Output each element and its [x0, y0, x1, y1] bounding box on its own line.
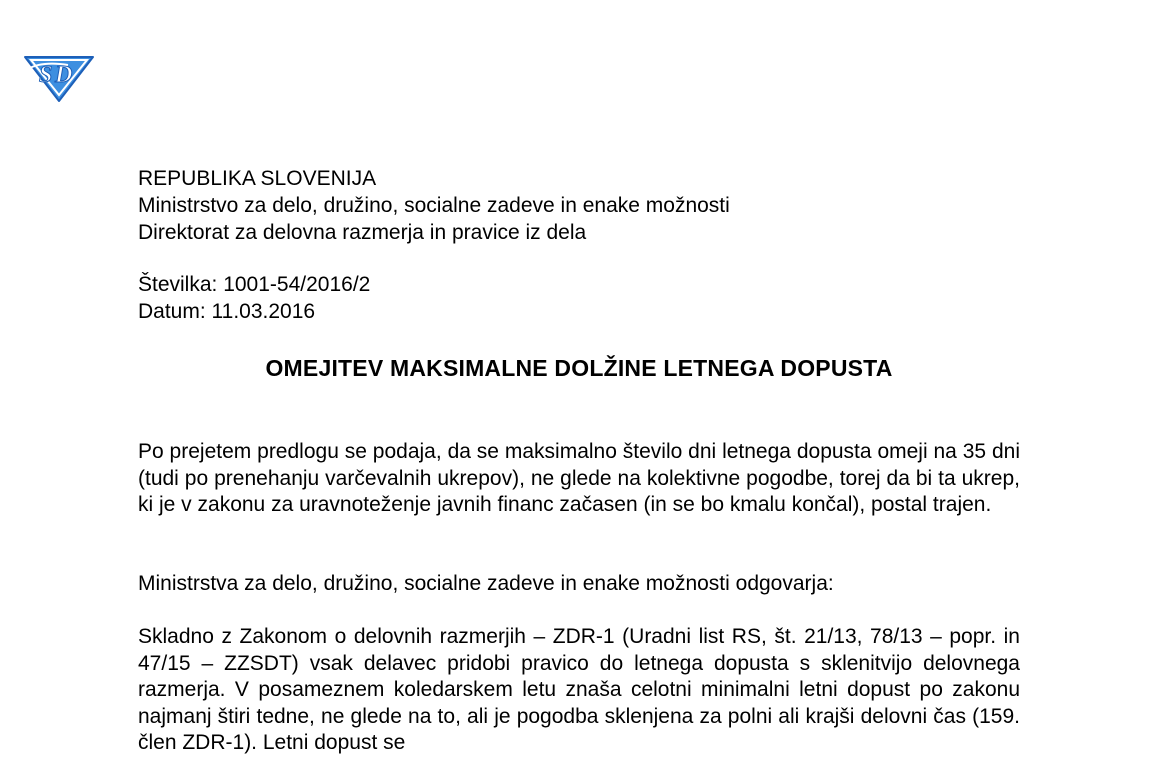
letterhead — [138, 165, 1038, 246]
sd-logo-icon — [22, 49, 96, 103]
document-date: Datum: 11.03.2016 — [138, 300, 316, 323]
directorate-name: Direktorat za delovna razmerja in pravice iz dela — [138, 221, 587, 244]
paragraph-legal-basis: Skladno z Zakonom o delovnih razmerjih – ZDR-1 (Uradni list RS, št. 21/13, 78/13 – popr. in 47/15 – ZZSDT) vsak delavec pridobi pravico do letnega dopusta s sklenitvijo delovnega razmerja. V posameznem koledarskem letu znaša celotni minimalni letni dopust po zakonu najmanj štiri tedne, ne glede na to, ali je pogodba sklenjena za polni ali krajši delovni čas (159. člen ZDR-1). Letni dopust se — [138, 625, 1020, 754]
svg-text:S: S — [39, 62, 53, 88]
ministry-name: Ministrstvo za delo, družino, socialne zadeve in enake možnosti — [138, 194, 730, 217]
document-title: OMEJITEV MAKSIMALNE DOLŽINE LETNEGA DOPUSTA — [265, 355, 893, 381]
paragraph-proposal: Po prejetem predlogu se podaja, da se maksimalno število dni letnega dopusta omeji na 35 dni (tudi po prenehanju varčevalnih ukrepov), ne glede na kolektivne pogodbe, torej da bi ta ukrep, ki je v zakonu za uravnoteženje javnih financ začasen (in se bo kmalu končal), postal trajen. — [138, 440, 1020, 516]
paragraph-response-intro: Ministrstva za delo, družino, socialne zadeve in enake možnosti odgovarja: — [138, 572, 834, 595]
document-number: Številka: 1001-54/2016/2 — [138, 273, 371, 296]
document-meta — [138, 271, 370, 325]
svg-text:D: D — [55, 62, 73, 88]
republic-name: REPUBLIKA SLOVENIJA — [138, 167, 377, 190]
